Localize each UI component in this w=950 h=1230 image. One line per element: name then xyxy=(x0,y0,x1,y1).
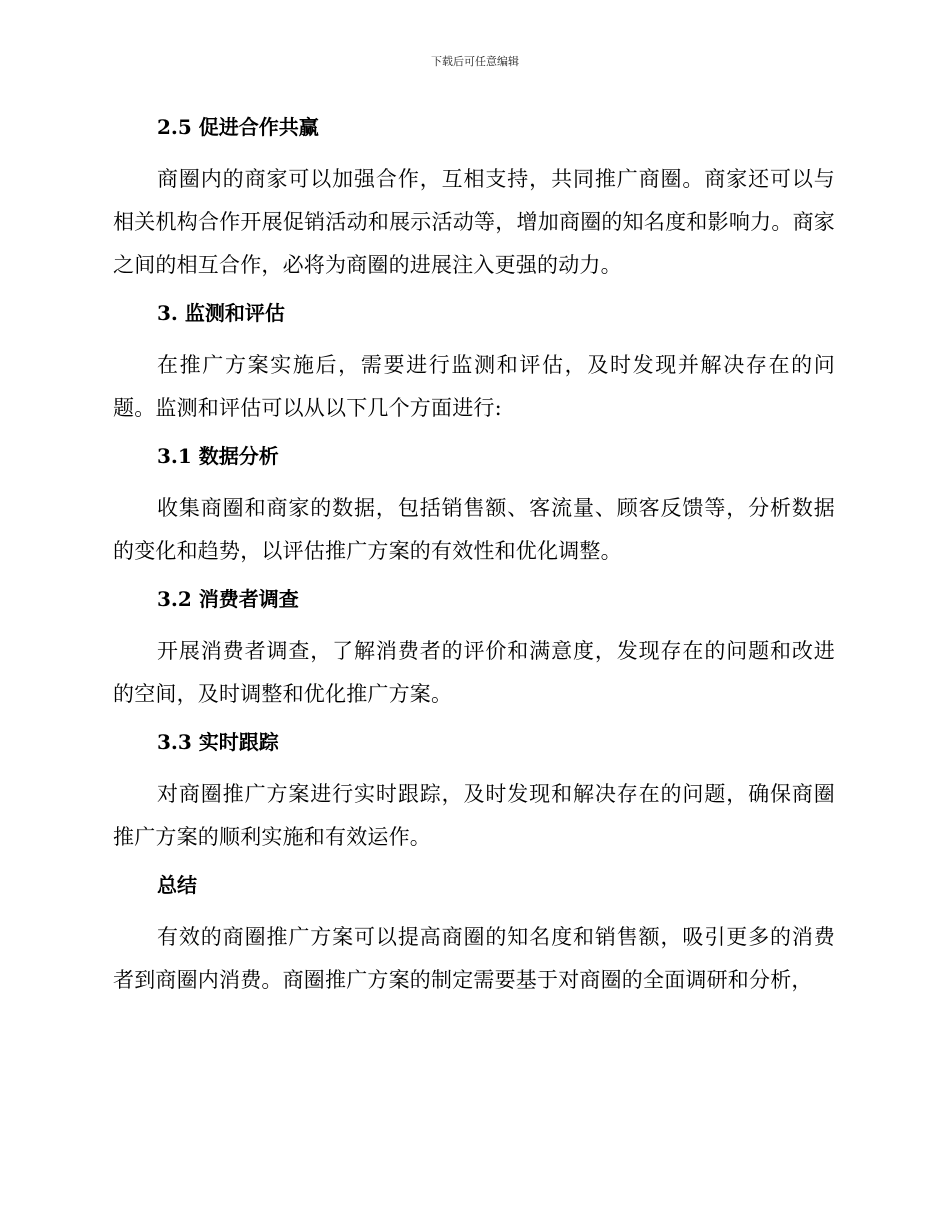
page-header: 下载后可任意编辑 xyxy=(431,55,519,68)
section-3-2 xyxy=(113,584,835,716)
section-paragraph: 在推广方案实施后，需要进行监测和评估，及时发现并解决存在的问题。监测和评估可以从以下几个方面进行: xyxy=(113,353,835,420)
section-paragraph: 收集商圈和商家的数据，包括销售额、客流量、顾客反馈等，分析数据的变化和趋势，以评估推广方案的有效性和优化调整。 xyxy=(113,496,835,563)
section-paragraph: 商圈内的商家可以加强合作，互相支持，共同推广商圈。商家还可以与相关机构合作开展促销活动和展示活动等，增加商圈的知名度和影响力。商家之间的相互合作，必将为商圈的进展注入更强的动力。 xyxy=(113,167,835,277)
section-3-1 xyxy=(113,441,835,573)
section-2-5 xyxy=(113,112,835,287)
section-paragraph: 对商圈推广方案进行实时跟踪，及时发现和解决存在的问题，确保商圈推广方案的顺利实施和有效运作。 xyxy=(113,782,835,849)
document-body xyxy=(113,112,835,1002)
section-3 xyxy=(113,298,835,430)
section-heading: 3.3 实时跟踪 xyxy=(157,730,279,754)
section-summary xyxy=(113,870,835,1002)
section-heading: 总结 xyxy=(157,873,197,897)
section-heading: 3. 监测和评估 xyxy=(157,301,285,325)
section-3-3 xyxy=(113,727,835,859)
section-heading: 2.5 促进合作共赢 xyxy=(157,115,319,139)
section-heading: 3.2 消费者调查 xyxy=(157,587,299,611)
section-paragraph: 开展消费者调查，了解消费者的评价和满意度，发现存在的问题和改进的空间，及时调整和优化推广方案。 xyxy=(113,639,835,706)
section-paragraph: 有效的商圈推广方案可以提高商圈的知名度和销售额，吸引更多的消费者到商圈内消费。商圈推广方案的制定需要基于对商圈的全面调研和分析， xyxy=(113,925,835,992)
section-heading: 3.1 数据分析 xyxy=(157,444,279,468)
